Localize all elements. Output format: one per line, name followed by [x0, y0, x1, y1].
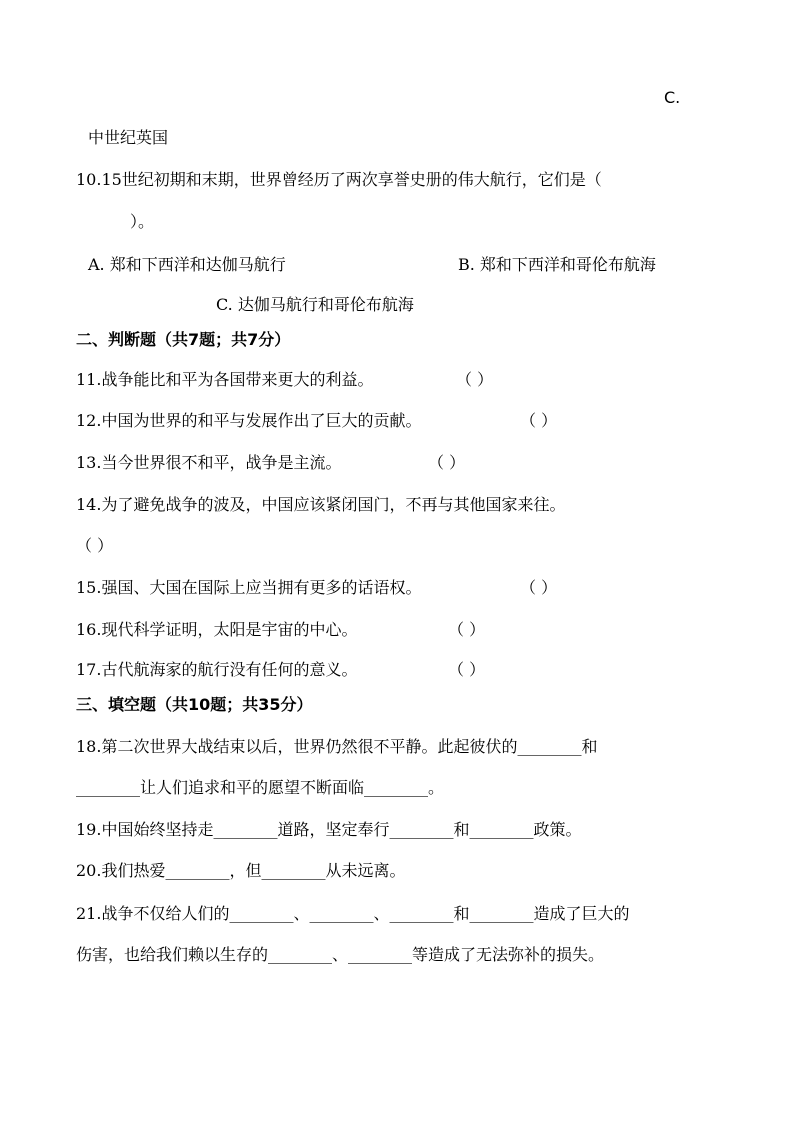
question-10-option-a: A. 郑和下西洋和达伽马航行	[88, 255, 286, 274]
question-13-answer-parens: （ ）	[428, 453, 466, 472]
question-15-answer-parens: （ ）	[520, 578, 558, 597]
section-2-heading: 二、判断题（共7题；共7分）	[76, 330, 291, 349]
question-10-stem-end: ）。	[130, 212, 155, 231]
question-11-answer-parens: （ ）	[456, 370, 494, 389]
question-21-line-2: 伤害，也给我们赖以生存的________、________等造成了无法弥补的损失。	[76, 945, 605, 964]
question-20: 20.我们热爱________，但________从未远离。	[76, 861, 406, 880]
question-11: 11.战争能比和平为各国带来更大的利益。	[76, 370, 374, 389]
question-21-line-1: 21.战争不仅给人们的________、________、________和________造成了巨大的	[76, 904, 630, 923]
question-10-option-c: C. 达伽马航行和哥伦布航海	[216, 295, 414, 314]
question-12: 12.中国为世界的和平与发展作出了巨大的贡献。	[76, 411, 422, 430]
section-3-heading: 三、填空题（共10题；共35分）	[76, 695, 313, 714]
question-10-stem: 10.15世纪初期和末期，世界曾经历了两次享誉史册的伟大航行，它们是（	[76, 170, 602, 189]
question-15: 15.强国、大国在国际上应当拥有更多的话语权。	[76, 578, 422, 597]
question-17: 17.古代航海家的航行没有任何的意义。	[76, 660, 358, 679]
question-13: 13.当今世界很不和平，战争是主流。	[76, 453, 342, 472]
question-14: 14.为了避免战争的波及，中国应该紧闭国门，不再与其他国家来往。	[76, 495, 566, 514]
question-14-answer-parens: （ ）	[76, 536, 114, 555]
prev-option-c-label: C.	[664, 88, 681, 107]
question-17-answer-parens: （ ）	[448, 660, 486, 679]
question-19: 19.中国始终坚持走________道路，坚定奉行________和________政策。	[76, 820, 582, 839]
question-12-answer-parens: （ ）	[520, 411, 558, 430]
question-18-line-2: ________让人们追求和平的愿望不断面临________。	[76, 778, 445, 797]
question-18-line-1: 18.第二次世界大战结束以后，世界仍然很不平静。此起彼伏的________和	[76, 737, 598, 756]
question-10-option-b: B. 郑和下西洋和哥伦布航海	[458, 255, 656, 274]
question-16-answer-parens: （ ）	[448, 620, 486, 639]
prev-option-c-text: 中世纪英国	[88, 128, 169, 147]
question-16: 16.现代科学证明，太阳是宇宙的中心。	[76, 620, 358, 639]
